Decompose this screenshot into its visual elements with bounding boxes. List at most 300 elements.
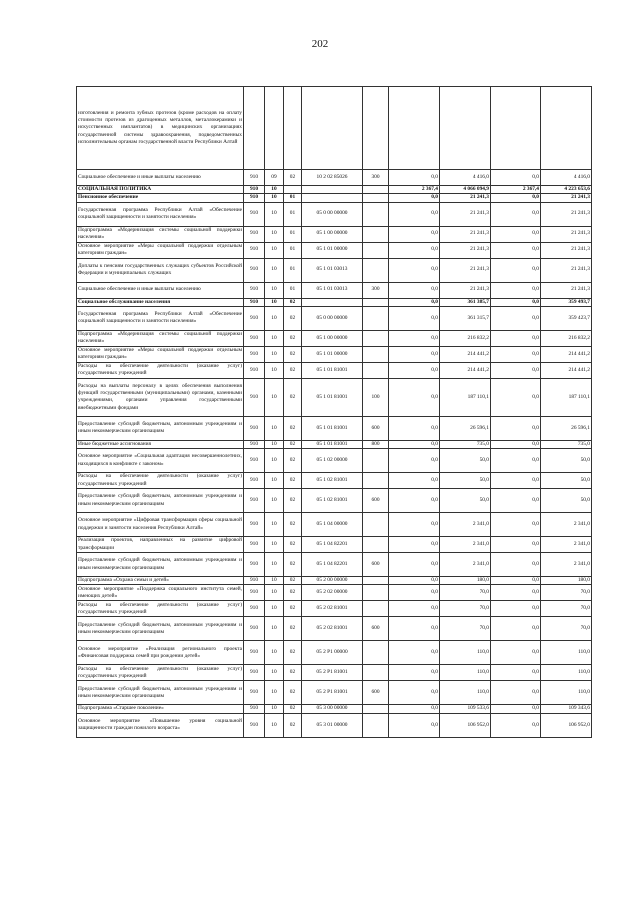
section-code: 10 (265, 553, 284, 577)
amount-4: 4 223 653,6 (541, 186, 592, 194)
amount-2: 2 341,0 (440, 553, 491, 577)
subsection-code: 01 (284, 226, 302, 242)
ministry-code: 910 (244, 577, 265, 585)
amount-2: 50,0 (440, 473, 491, 489)
amount-3: 0,0 (491, 449, 541, 473)
section-code: 10 (265, 641, 284, 665)
amount-3: 0,0 (491, 585, 541, 601)
subsection-code: 02 (284, 170, 302, 186)
amount-3: 0,0 (491, 489, 541, 513)
amount-1: 0,0 (389, 362, 440, 378)
target-article-code: 05 1 02 81001 (302, 473, 363, 489)
table-row (77, 202, 592, 226)
expense-type-code: 600 (363, 416, 389, 440)
ministry-code: 910 (244, 601, 265, 617)
subsection-code: 02 (284, 585, 302, 601)
table-row (77, 194, 592, 202)
expense-type-code (363, 362, 389, 378)
amount-3: 2 367,4 (491, 186, 541, 194)
amount-4: 70,0 (541, 601, 592, 617)
target-article-code (302, 194, 363, 202)
amount-4: 359 423,7 (541, 306, 592, 330)
amount-3: 0,0 (491, 330, 541, 346)
ministry-code: 910 (244, 242, 265, 258)
expense-type-code (363, 242, 389, 258)
expense-type-code (363, 346, 389, 362)
amount-3: 0,0 (491, 713, 541, 737)
amount-2: 21 241,3 (440, 202, 491, 226)
subsection-code: 02 (284, 378, 302, 416)
row-name: Расходы на обеспечение деятельности (оказание услуг) государственных учреждений (78, 665, 242, 679)
row-name: Предоставление субсидий бюджетным, автономным учреждениям и иным некоммерческим организациям (77, 489, 244, 513)
amount-1: 0,0 (389, 473, 440, 489)
expense-type-code (363, 713, 389, 737)
amount-2: 110,0 (440, 681, 491, 705)
section-code: 10 (265, 537, 284, 553)
amount-3: 0,0 (491, 346, 541, 362)
row-name: Основное мероприятие «Меры социальной поддержки отдельным категориям граждан» (78, 242, 242, 257)
table-row (77, 681, 592, 705)
row-name: Основное мероприятие «Поддержка социального института семей, имеющих детей» (78, 585, 242, 599)
expense-type-code: 300 (363, 282, 389, 298)
expense-type-code (363, 87, 389, 170)
expense-type-code (363, 513, 389, 537)
section-code: 09 (265, 170, 284, 186)
section-code: 10 (265, 473, 284, 489)
ministry-code: 910 (244, 553, 265, 577)
row-name: Расходы на обеспечение деятельности (оказание услуг) государственных учреждений (78, 363, 242, 377)
target-article-code: 05 1 01 03013 (302, 282, 363, 298)
target-article-code (302, 87, 363, 170)
table-row (77, 641, 592, 665)
target-article-code: 05 2 P1 81001 (302, 681, 363, 705)
subsection-code: 02 (284, 601, 302, 617)
section-code: 10 (265, 226, 284, 242)
table-row (77, 553, 592, 577)
expense-type-code: 300 (363, 170, 389, 186)
target-article-code: 05 1 01 81001 (302, 416, 363, 440)
amount-1: 0,0 (389, 258, 440, 282)
amount-4: 110,0 (541, 665, 592, 681)
amount-1: 0,0 (389, 513, 440, 537)
amount-1: 0,0 (389, 601, 440, 617)
subsection-code: 02 (284, 330, 302, 346)
ministry-code: 910 (244, 449, 265, 473)
subsection-code: 02 (284, 298, 302, 306)
target-article-code: 05 1 01 81001 (302, 362, 363, 378)
amount-3: 0,0 (491, 577, 541, 585)
table-row (77, 378, 592, 416)
expense-type-code (363, 665, 389, 681)
amount-1: 0,0 (389, 665, 440, 681)
ministry-code: 910 (244, 489, 265, 513)
row-name: Социальное обеспечение и иные выплаты населению (77, 170, 244, 186)
row-name: Доплаты к пенсиям государственных служащих субъектов Российской Федерации и муниципальных служащих (77, 258, 244, 282)
amount-3: 0,0 (491, 282, 541, 298)
subsection-code (284, 186, 302, 194)
subsection-code: 02 (284, 306, 302, 330)
expense-type-code (363, 705, 389, 713)
table-row (77, 282, 592, 298)
amount-2: 4 416,0 (440, 170, 491, 186)
expense-type-code (363, 585, 389, 601)
amount-4: 110,0 (541, 681, 592, 705)
section-code: 10 (265, 713, 284, 737)
subsection-code: 02 (284, 681, 302, 705)
row-name: Предоставление субсидий бюджетным, автономным учреждениям и иным некоммерческим организациям (77, 617, 244, 641)
row-name: Социальное обеспечение и иные выплаты населению (77, 282, 244, 298)
ministry-code: 910 (244, 705, 265, 713)
section-code: 10 (265, 681, 284, 705)
amount-2: 110,0 (440, 641, 491, 665)
section-code: 10 (265, 416, 284, 440)
amount-4: 70,0 (541, 617, 592, 641)
expense-type-code (363, 306, 389, 330)
target-article-code: 05 3 00 00000 (302, 705, 363, 713)
budget-table (76, 86, 592, 738)
ministry-code: 910 (244, 416, 265, 440)
subsection-code: 02 (284, 553, 302, 577)
expense-type-code (363, 473, 389, 489)
table-row (77, 170, 592, 186)
section-code: 10 (265, 577, 284, 585)
ministry-code: 910 (244, 258, 265, 282)
table-row (77, 513, 592, 537)
amount-1: 0,0 (389, 330, 440, 346)
page-number: 202 (311, 38, 329, 50)
expense-type-code (363, 601, 389, 617)
amount-4: 50,0 (541, 449, 592, 473)
ministry-code: 910 (244, 473, 265, 489)
amount-2: 2 341,0 (440, 537, 491, 553)
expense-type-code (363, 226, 389, 242)
subsection-code: 02 (284, 416, 302, 440)
subsection-code: 02 (284, 641, 302, 665)
amount-4: 106 952,0 (541, 713, 592, 737)
row-name: Расходы на выплаты персоналу в целях обеспечения выполнения функций государственными (муниципальными) органами, казенными учреждениями, органами управления государственными внебюджетными фондами (77, 378, 244, 416)
subsection-code: 02 (284, 346, 302, 362)
amount-1: 0,0 (389, 537, 440, 553)
amount-2: 180,0 (440, 577, 491, 585)
amount-3: 0,0 (491, 378, 541, 416)
ministry-code: 910 (244, 641, 265, 665)
section-code: 10 (265, 601, 284, 617)
expense-type-code (363, 298, 389, 306)
table-row (77, 577, 592, 585)
ministry-code: 910 (244, 202, 265, 226)
section-code: 10 (265, 585, 284, 601)
section-code: 10 (265, 258, 284, 282)
amount-3: 0,0 (491, 601, 541, 617)
amount-2: 26 596,1 (440, 416, 491, 440)
amount-4: 214 441,2 (541, 362, 592, 378)
amount-4: 50,0 (541, 473, 592, 489)
amount-4: 216 832,2 (541, 330, 592, 346)
ministry-code: 910 (244, 585, 265, 601)
amount-1: 0,0 (389, 226, 440, 242)
amount-3: 0,0 (491, 553, 541, 577)
amount-1: 0,0 (389, 282, 440, 298)
row-name: Основное мероприятие «Социальная адаптация несовершеннолетних, находящихся в конфликте с законом» (77, 449, 244, 473)
row-name: Основное мероприятие «Цифровая трансформация сферы социальной поддержки и занятости населения Республики Алтай» (77, 513, 244, 537)
amount-3: 0,0 (491, 705, 541, 713)
subsection-code: 02 (284, 473, 302, 489)
amount-4: 21 241,3 (541, 242, 592, 258)
section-code: 10 (265, 242, 284, 258)
amount-4: 21 241,3 (541, 258, 592, 282)
target-article-code: 05 1 01 81001 (302, 378, 363, 416)
amount-3: 0,0 (491, 226, 541, 242)
ministry-code: 910 (244, 513, 265, 537)
subsection-code: 02 (284, 705, 302, 713)
table-row (77, 713, 592, 737)
expense-type-code: 100 (363, 378, 389, 416)
expense-type-code (363, 202, 389, 226)
amount-4: 4 416,0 (541, 170, 592, 186)
ministry-code: 910 (244, 440, 265, 448)
expense-type-code (363, 449, 389, 473)
ministry-code: 910 (244, 306, 265, 330)
amount-2: 214 441,2 (440, 362, 491, 378)
row-name: Подпрограмма «Охрана семьи и детей» (77, 577, 244, 585)
section-code: 10 (265, 705, 284, 713)
amount-4: 2 341,0 (541, 537, 592, 553)
amount-1: 0,0 (389, 346, 440, 362)
row-name: СОЦИАЛЬНАЯ ПОЛИТИКА (77, 186, 244, 194)
target-article-code: 05 2 P1 00000 (302, 641, 363, 665)
section-code: 10 (265, 440, 284, 448)
amount-1: 0,0 (389, 194, 440, 202)
amount-1 (389, 87, 440, 170)
amount-1: 0,0 (389, 681, 440, 705)
amount-3: 0,0 (491, 202, 541, 226)
ministry-code: 910 (244, 362, 265, 378)
target-article-code: 05 2 P1 81001 (302, 665, 363, 681)
expense-type-code (363, 577, 389, 585)
amount-1: 2 367,4 (389, 186, 440, 194)
row-name: Иные бюджетные ассигнования (77, 440, 244, 448)
expense-type-code: 600 (363, 617, 389, 641)
section-code: 10 (265, 449, 284, 473)
amount-1: 0,0 (389, 705, 440, 713)
amount-4: 187 110,1 (541, 378, 592, 416)
subsection-code: 01 (284, 202, 302, 226)
amount-3: 0,0 (491, 242, 541, 258)
amount-2: 21 241,3 (440, 242, 491, 258)
row-name: Подпрограмма «Модернизация системы социальной поддержки населения» (78, 226, 242, 241)
amount-4 (541, 87, 592, 170)
ministry-code: 910 (244, 282, 265, 298)
amount-3: 0,0 (491, 362, 541, 378)
row-name: Предоставление субсидий бюджетным, автономным учреждениям и иным некоммерческим организациям (77, 553, 244, 577)
target-article-code: 05 1 01 81001 (302, 440, 363, 448)
amount-4: 214 441,2 (541, 346, 592, 362)
amount-2: 361 385,7 (440, 298, 491, 306)
subsection-code: 01 (284, 194, 302, 202)
row-name: Основное мероприятие «Реализация регионального проекта «Финансовая поддержка семей при рождении детей» (77, 641, 244, 665)
target-article-code: 05 0 00 00000 (302, 306, 363, 330)
amount-3: 0,0 (491, 473, 541, 489)
amount-2: 109 533,6 (440, 705, 491, 713)
table-row (77, 416, 592, 440)
table-row (77, 665, 592, 681)
row-name: изготовления и ремонта зубных протезов (кроме расходов на оплату стоимости протезов из драгоценных металлов, металлокерамики и искусственных имплантатов) в медицинских организациях государственной системы здравоохранения, подведомственных исполнительным органам государственной власти Республики Алтай (77, 87, 244, 170)
row-name: Основное мероприятие «Повышение уровня социальной защищенности граждан пожилого возраста» (77, 713, 244, 737)
ministry-code: 910 (244, 346, 265, 362)
table-row (77, 258, 592, 282)
row-name: Основное мероприятие «Меры социальной поддержки отдельным категориям граждан» (78, 347, 242, 361)
amount-1: 0,0 (389, 416, 440, 440)
target-article-code: 05 1 01 03013 (302, 258, 363, 282)
amount-2: 4 066 094,9 (440, 186, 491, 194)
ministry-code: 910 (244, 186, 265, 194)
target-article-code (302, 298, 363, 306)
amount-3: 0,0 (491, 641, 541, 665)
table-row (77, 449, 592, 473)
amount-1: 0,0 (389, 378, 440, 416)
amount-2: 21 241,3 (440, 258, 491, 282)
ministry-code: 910 (244, 378, 265, 416)
ministry-code: 910 (244, 194, 265, 202)
expense-type-code (363, 537, 389, 553)
amount-1: 0,0 (389, 585, 440, 601)
table-row (77, 242, 592, 258)
ministry-code: 910 (244, 681, 265, 705)
amount-1: 0,0 (389, 617, 440, 641)
expense-type-code (363, 258, 389, 282)
table-row (77, 489, 592, 513)
table-row (77, 617, 592, 641)
ministry-code: 910 (244, 330, 265, 346)
amount-1: 0,0 (389, 449, 440, 473)
subsection-code: 02 (284, 449, 302, 473)
amount-1: 0,0 (389, 202, 440, 226)
section-code: 10 (265, 665, 284, 681)
expense-type-code (363, 330, 389, 346)
amount-1: 0,0 (389, 713, 440, 737)
amount-3: 0,0 (491, 298, 541, 306)
amount-3: 0,0 (491, 440, 541, 448)
expense-type-code: 600 (363, 553, 389, 577)
amount-1: 0,0 (389, 306, 440, 330)
target-article-code: 05 1 00 00000 (302, 226, 363, 242)
row-name: Государственная программа Республики Алтай «Обеспечение социальной защищенности и занятости населения» (77, 306, 244, 330)
amount-2: 187 110,1 (440, 378, 491, 416)
amount-4: 21 241,3 (541, 226, 592, 242)
amount-1: 0,0 (389, 440, 440, 448)
row-name: Предоставление субсидий бюджетным, автономным учреждениям и иным некоммерческим организациям (77, 681, 244, 705)
target-article-code: 05 2 02 81001 (302, 617, 363, 641)
row-name: Реализация проектов, направленных на развитие цифровой трансформации (78, 537, 242, 551)
amount-2: 70,0 (440, 601, 491, 617)
subsection-code: 01 (284, 282, 302, 298)
subsection-code: 02 (284, 577, 302, 585)
table-row (77, 306, 592, 330)
amount-2: 21 241,3 (440, 194, 491, 202)
amount-3 (491, 87, 541, 170)
target-article-code: 05 1 02 81001 (302, 489, 363, 513)
amount-1: 0,0 (389, 577, 440, 585)
table-row (77, 362, 592, 378)
ministry-code: 910 (244, 298, 265, 306)
amount-2: 106 952,0 (440, 713, 491, 737)
row-name: Подпрограмма «Старшее поколение» (77, 705, 244, 713)
amount-3: 0,0 (491, 617, 541, 641)
target-article-code (302, 186, 363, 194)
amount-4: 26 596,1 (541, 416, 592, 440)
amount-3: 0,0 (491, 306, 541, 330)
target-article-code: 05 1 00 00000 (302, 330, 363, 346)
section-code: 10 (265, 362, 284, 378)
expense-type-code (363, 194, 389, 202)
section-code (265, 87, 284, 170)
subsection-code (284, 87, 302, 170)
subsection-code: 01 (284, 242, 302, 258)
amount-4: 21 241,3 (541, 282, 592, 298)
section-code: 10 (265, 617, 284, 641)
amount-1: 0,0 (389, 641, 440, 665)
subsection-code: 02 (284, 665, 302, 681)
amount-3: 0,0 (491, 170, 541, 186)
expense-type-code: 600 (363, 489, 389, 513)
amount-3: 0,0 (491, 665, 541, 681)
ministry-code: 910 (244, 665, 265, 681)
ministry-code: 910 (244, 170, 265, 186)
amount-2: 50,0 (440, 449, 491, 473)
subsection-code: 02 (284, 713, 302, 737)
target-article-code: 10 2 02 85026 (302, 170, 363, 186)
table-row (77, 440, 592, 448)
table-row (77, 585, 592, 601)
amount-4: 2 341,0 (541, 553, 592, 577)
section-code: 10 (265, 346, 284, 362)
amount-1: 0,0 (389, 553, 440, 577)
target-article-code: 05 2 00 00000 (302, 577, 363, 585)
subsection-code: 02 (284, 537, 302, 553)
target-article-code: 05 2 02 00000 (302, 585, 363, 601)
row-name: Пенсионное обеспечение (77, 194, 244, 202)
subsection-code: 02 (284, 617, 302, 641)
table-row (77, 330, 592, 346)
amount-2: 216 832,2 (440, 330, 491, 346)
row-name: Предоставление субсидий бюджетным, автономным учреждениям и иным некоммерческим организациям (77, 416, 244, 440)
row-name: Государственная программа Республики Алтай «Обеспечение социальной защищенности и занятости населения» (77, 202, 244, 226)
subsection-code: 02 (284, 489, 302, 513)
target-article-code: 05 1 01 00000 (302, 346, 363, 362)
table-row (77, 87, 592, 170)
row-name: Социальное обслуживание населения (77, 298, 244, 306)
expense-type-code: 800 (363, 440, 389, 448)
table-row (77, 346, 592, 362)
row-name: Расходы на обеспечение деятельности (оказание услуг) государственных учреждений (78, 473, 242, 487)
amount-2: 70,0 (440, 617, 491, 641)
subsection-code: 01 (284, 258, 302, 282)
target-article-code: 05 1 04 00000 (302, 513, 363, 537)
table-row (77, 705, 592, 713)
section-code: 10 (265, 202, 284, 226)
amount-4: 2 341,0 (541, 513, 592, 537)
amount-2: 50,0 (440, 489, 491, 513)
amount-1: 0,0 (389, 170, 440, 186)
table-row (77, 226, 592, 242)
section-code: 10 (265, 186, 284, 194)
expense-type-code: 600 (363, 681, 389, 705)
amount-4: 180,0 (541, 577, 592, 585)
section-code: 10 (265, 513, 284, 537)
section-code: 10 (265, 378, 284, 416)
table-row (77, 298, 592, 306)
amount-2: 2 341,0 (440, 513, 491, 537)
